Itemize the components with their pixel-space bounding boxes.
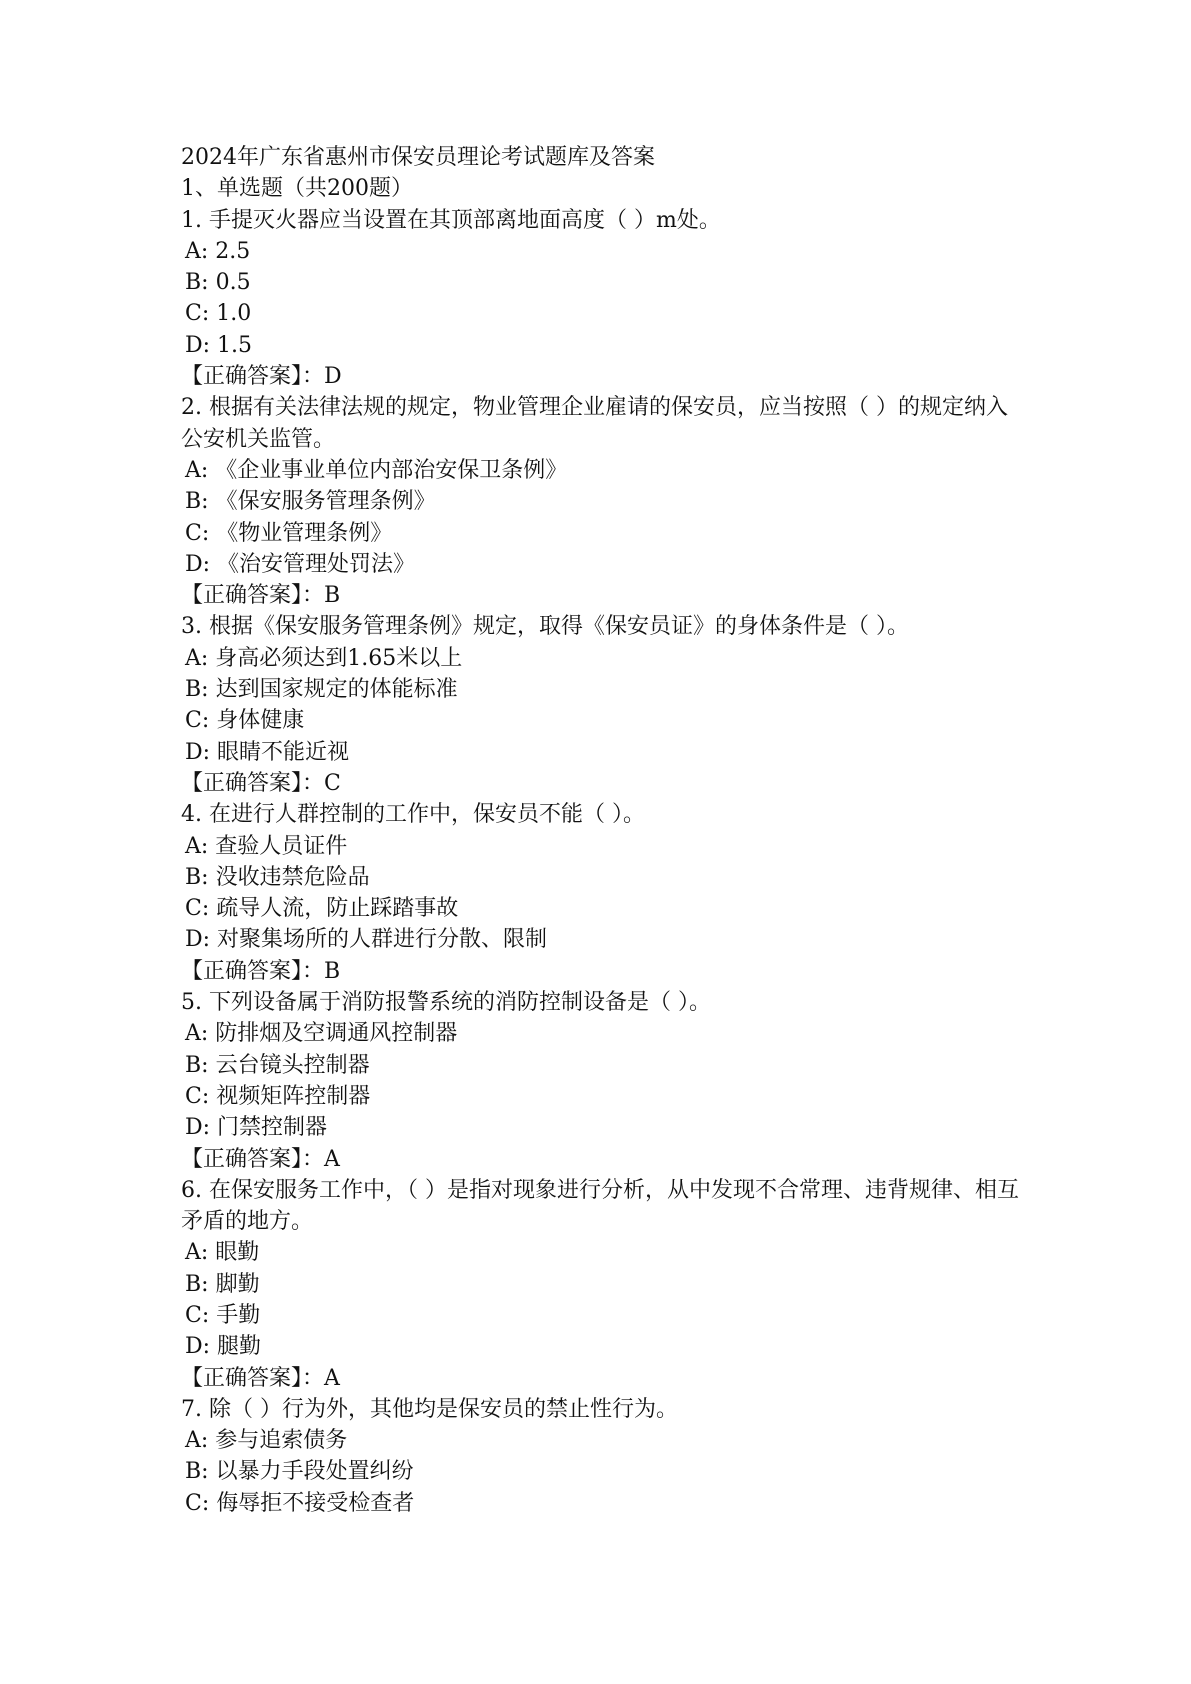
correct-answer-label: 【正确答案】： xyxy=(181,958,325,984)
answer-option: B: 以暴力手段处置纠纷 xyxy=(185,1459,414,1485)
answer-option: A: 参与追索债务 xyxy=(185,1428,348,1454)
correct-answer-value: A xyxy=(324,1146,340,1172)
correct-answer xyxy=(181,1144,1021,1175)
answer-option: A: 2.5 xyxy=(185,238,251,264)
answer-option: D: 对聚集场所的人群进行分散、限制 xyxy=(185,927,548,953)
correct-answer-label: 【正确答案】： xyxy=(181,364,325,390)
answer-option: D: 眼睛不能近视 xyxy=(185,739,350,765)
correct-answer-value: D xyxy=(324,364,342,390)
answer-option: D: 门禁控制器 xyxy=(185,1115,328,1141)
question-list xyxy=(181,205,1021,1519)
answer-option: D: 腿勤 xyxy=(185,1334,262,1360)
correct-answer xyxy=(181,956,1021,987)
doc-title: 2024年广东省惠州市保安员理论考试题库及答案 xyxy=(181,145,655,170)
question-stem: 6. 在保安服务工作中，（ ）是指对现象进行分析，从中发现不合常理、违背规律、相互矛盾的地方。 xyxy=(181,1177,1019,1235)
answer-option: C: 疏导人流，防止踩踏事故 xyxy=(185,896,459,922)
answer-option: B: 0.5 xyxy=(185,270,251,296)
answer-option: C: 侮辱拒不接受检查者 xyxy=(185,1490,415,1516)
question-stem: 2. 根据有关法律法规的规定，物业管理企业雇请的保安员，应当按照（ ）的规定纳入公安机关监管。 xyxy=(181,395,1008,452)
question-stem: 3. 根据《保安服务管理条例》规定，取得《保安员证》的身体条件是（ ）。 xyxy=(181,614,909,640)
answer-option: A: 身高必须达到1.65米以上 xyxy=(185,645,463,671)
answer-option: C: 身体健康 xyxy=(185,708,305,734)
answer-option: C: 1.0 xyxy=(185,301,252,327)
question-stem: 7. 除（ ）行为外，其他均是保安员的禁止性行为。 xyxy=(181,1396,678,1422)
answer-option: D: 1.5 xyxy=(185,332,253,358)
correct-answer-value: C xyxy=(324,770,341,796)
answer-option: B: 达到国家规定的体能标准 xyxy=(185,677,458,703)
answer-option: A: 《企业事业单位内部治安保卫条例》 xyxy=(185,457,568,483)
question-block xyxy=(181,205,1021,393)
correct-answer-value: A xyxy=(324,1365,340,1391)
question-block xyxy=(181,799,1021,987)
correct-answer xyxy=(181,768,1021,799)
question-stem: 1. 手提灭火器应当设置在其顶部离地面高度（ ）m处。 xyxy=(181,207,721,233)
section-heading: 1、单选题（共200题） xyxy=(181,176,413,202)
answer-option: B: 脚勤 xyxy=(185,1271,260,1297)
correct-answer-label: 【正确答案】： xyxy=(181,770,325,796)
question-block xyxy=(181,611,1021,799)
answer-option: C: 视频矩阵控制器 xyxy=(185,1083,371,1109)
question-block xyxy=(181,392,1021,611)
document-body xyxy=(181,142,1021,1519)
answer-option: C: 《物业管理条例》 xyxy=(185,520,393,546)
answer-option: B: 没收违禁危险品 xyxy=(185,864,370,890)
answer-option: D: 《治安管理处罚法》 xyxy=(185,551,416,577)
question-block xyxy=(181,1175,1021,1394)
correct-answer-value: B xyxy=(324,583,341,609)
answer-option: A: 查验人员证件 xyxy=(185,833,348,859)
answer-option: B: 云台镜头控制器 xyxy=(185,1052,370,1078)
correct-answer xyxy=(181,1363,1021,1394)
answer-option: B: 《保安服务管理条例》 xyxy=(185,489,436,515)
question-block xyxy=(181,1394,1021,1519)
answer-option: A: 眼勤 xyxy=(185,1240,260,1266)
correct-answer xyxy=(181,361,1021,392)
question-stem: 4. 在进行人群控制的工作中，保安员不能（ ）。 xyxy=(181,802,645,828)
correct-answer-label: 【正确答案】： xyxy=(181,1146,325,1172)
correct-answer-value: B xyxy=(324,958,341,984)
answer-option: C: 手勤 xyxy=(185,1302,261,1328)
answer-option: A: 防排烟及空调通风控制器 xyxy=(185,1021,458,1047)
correct-answer-label: 【正确答案】： xyxy=(181,1365,325,1391)
question-stem: 5. 下列设备属于消防报警系统的消防控制设备是（ ）。 xyxy=(181,990,711,1016)
correct-answer xyxy=(181,580,1021,611)
correct-answer-label: 【正确答案】： xyxy=(181,583,325,609)
question-block xyxy=(181,987,1021,1175)
